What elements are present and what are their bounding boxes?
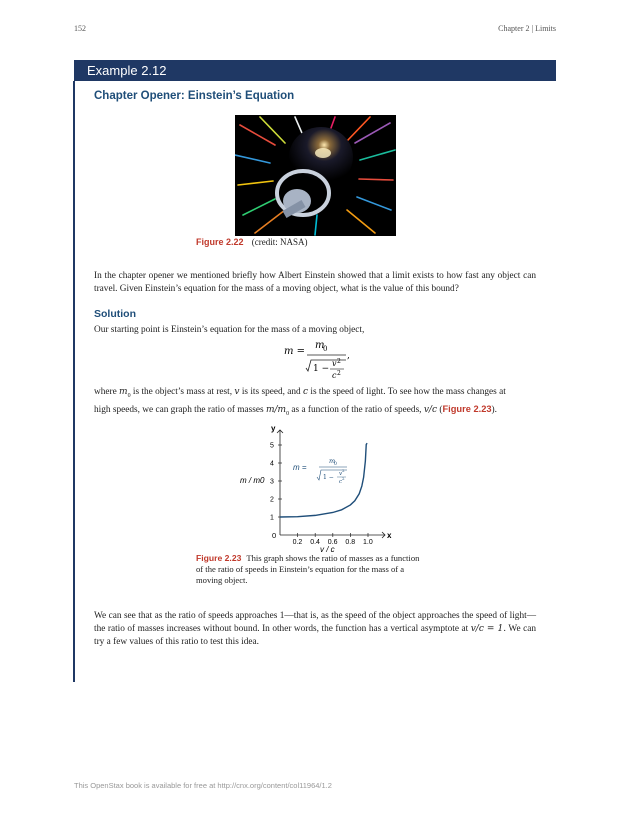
x-tick-label: 0.8 (345, 539, 356, 546)
example-left-rule (73, 81, 75, 682)
y-tick-label: 1 (270, 514, 274, 522)
x-tick-label: 0.4 (310, 539, 320, 546)
conclusion-paragraph: We can see that as the ratio of speeds approaches 1—that is, as the speed of the object approaches the speed of light—the ratio of masses increases without bound. In other words, the function has a vertical asymptote at v/c = 1. We can try a few values of this ratio to test this idea. (94, 611, 536, 647)
figure-label: Figure 2.23 (196, 553, 242, 563)
eq-v: v (332, 359, 337, 368)
y-tick-label: 3 (270, 478, 274, 486)
y-tick-label: 5 (270, 442, 274, 450)
eq-comma: , (347, 351, 350, 361)
svg-text:2: 2 (342, 476, 345, 481)
eq-num: m (315, 340, 325, 351)
figure-2-23-link[interactable]: Figure 2.23 (442, 404, 492, 414)
page-number: 152 (74, 24, 86, 33)
origin-label: 0 (272, 531, 277, 540)
footer-note: This OpenStax book is available for free at http://cnx.org/content/col11964/1.2 (74, 781, 332, 790)
y-tick-label: 4 (270, 460, 274, 468)
eq-rad-one: 1 − (313, 364, 330, 374)
x-axis-letter: x (387, 531, 392, 540)
example-subtitle: Chapter Opener: Einstein’s Equation (94, 90, 295, 102)
figure-label: Figure 2.22 (196, 237, 244, 247)
intro-paragraph: In the chapter opener we mentioned briefly how Albert Einstein showed that a limit exists to how fast any object can travel. Given Einstein’s equation for the mass of a moving object, what is the value of this bound? (94, 271, 536, 294)
y-tick-label: 2 (270, 496, 274, 504)
y-axis-letter: y (271, 424, 276, 433)
svg-text:m =: m = (293, 463, 307, 472)
einstein-equation (282, 338, 362, 382)
eq-lhs: m = (284, 346, 306, 357)
eq-num-sub: 0 (323, 345, 328, 353)
x-tick-label: 0.2 (292, 539, 303, 546)
mass-ratio-chart (235, 420, 395, 555)
example-title-bar: Example 2.12 (74, 60, 556, 81)
figure-caption-text: (credit: NASA) (251, 237, 308, 247)
y-axis-label: m / m0 (240, 476, 265, 485)
where-line: where $m_0$ is the object’s mass at rest, v is its speed, and c is the speed of light. To see how the mass changes at (94, 387, 506, 399)
high-speeds-line: high speeds, we can graph the ratio of masses $m/m_0$ as a function of the ratio of speeds, v/c (Figure 2.23). (94, 404, 497, 417)
eq-c: c (332, 371, 337, 380)
solution-heading: Solution (94, 308, 136, 320)
svg-text:2: 2 (342, 468, 345, 473)
x-tick-label: 0.6 (327, 539, 338, 546)
curve-annotation (293, 457, 347, 485)
svg-text:v: v (339, 471, 343, 477)
solution-intro: Our starting point is Einstein’s equation for the mass of a moving object, (94, 325, 365, 335)
chapter-title: Chapter 2 | Limits (498, 24, 556, 33)
svg-text:0: 0 (334, 462, 337, 467)
space-galaxy-icon (235, 115, 396, 236)
x-tick-label: 1.0 (363, 539, 373, 546)
x-axis-label: v / c (320, 545, 335, 554)
figure-caption-2 (196, 553, 424, 586)
figure-caption-text: This graph shows the ratio of masses as a function of the ratio of speeds in Einstein’s equation for the mass of a moving object. (196, 553, 420, 585)
svg-text:1 −: 1 − (323, 474, 334, 481)
svg-text:m: m (329, 457, 336, 465)
figure-caption-1 (196, 237, 308, 247)
eq-v-exp: 2 (337, 358, 341, 365)
eq-c-exp: 2 (337, 370, 341, 377)
svg-text:c: c (339, 479, 343, 485)
